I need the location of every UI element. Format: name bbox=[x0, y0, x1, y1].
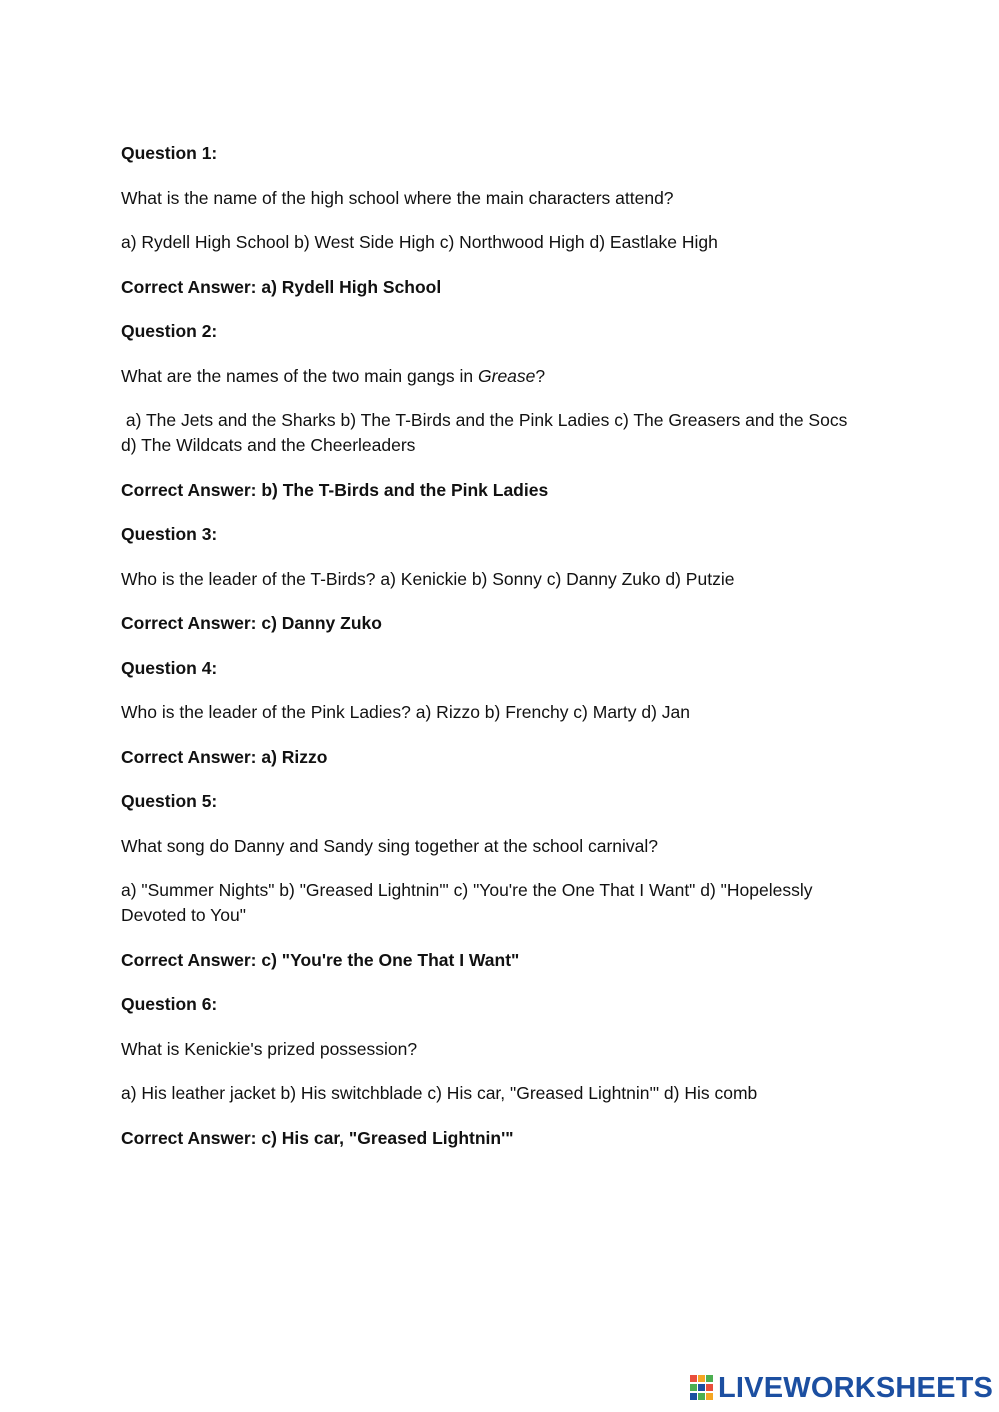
question-5-prompt: What song do Danny and Sandy sing together at the school carnival? bbox=[121, 835, 659, 856]
liveworksheets-watermark bbox=[690, 1372, 993, 1404]
question-6-prompt: What is Kenickie's prized possession? bbox=[121, 1038, 418, 1059]
question-1-label: Question 1: bbox=[121, 143, 218, 163]
question-2-label: Question 2: bbox=[121, 321, 218, 341]
question-2-prompt bbox=[121, 364, 861, 389]
question-1-options: a) Rydell High School b) West Side High c) Northwood High d) Eastlake High bbox=[121, 232, 718, 252]
question-6-label: Question 6: bbox=[121, 994, 218, 1014]
question-2-answer: Correct Answer: b) The T-Birds and the Pink Ladies bbox=[121, 479, 549, 500]
question-3-answer: Correct Answer: c) Danny Zuko bbox=[121, 613, 382, 633]
question-5-options: a) "Summer Nights" b) "Greased Lightnin'" c) "You're the One That I Want" d) "Hopelessly Devoted to You" bbox=[121, 880, 813, 925]
question-1-prompt: What is the name of the high school where the main characters attend? bbox=[121, 187, 674, 208]
question-4-answer: Correct Answer: a) Rizzo bbox=[121, 746, 328, 767]
question-1-answer: Correct Answer: a) Rydell High School bbox=[121, 276, 442, 297]
question-5-label: Question 5: bbox=[121, 791, 218, 811]
question-6-options: a) His leather jacket b) His switchblade c) His car, "Greased Lightnin'" d) His comb bbox=[121, 1083, 758, 1103]
question-4-label: Question 4: bbox=[121, 657, 218, 678]
worksheet-content bbox=[121, 141, 861, 1170]
watermark-text: LIVEWORKSHEETS bbox=[718, 1371, 994, 1404]
question-6-answer: Correct Answer: c) His car, "Greased Lightnin'" bbox=[121, 1127, 514, 1148]
question-3-label: Question 3: bbox=[121, 524, 218, 544]
question-5-answer: Correct Answer: c) "You're the One That I Want" bbox=[121, 949, 520, 970]
question-2-prompt-start: What are the names of the two main gangs in bbox=[121, 365, 478, 386]
question-2-options: a) The Jets and the Sharks b) The T-Birds and the Pink Ladies c) The Greasers and the Socs d) The Wildcats and the Cheerleaders bbox=[121, 410, 853, 455]
question-3-prompt: Who is the leader of the T-Birds? a) Kenickie b) Sonny c) Danny Zuko d) Putzie bbox=[121, 568, 735, 589]
question-2-prompt-title: Grease bbox=[478, 365, 536, 386]
question-2-prompt-end: ? bbox=[535, 365, 546, 386]
liveworksheets-logo-icon bbox=[690, 1375, 714, 1401]
question-4-prompt: Who is the leader of the Pink Ladies? a) Rizzo b) Frenchy c) Marty d) Jan bbox=[121, 702, 690, 722]
